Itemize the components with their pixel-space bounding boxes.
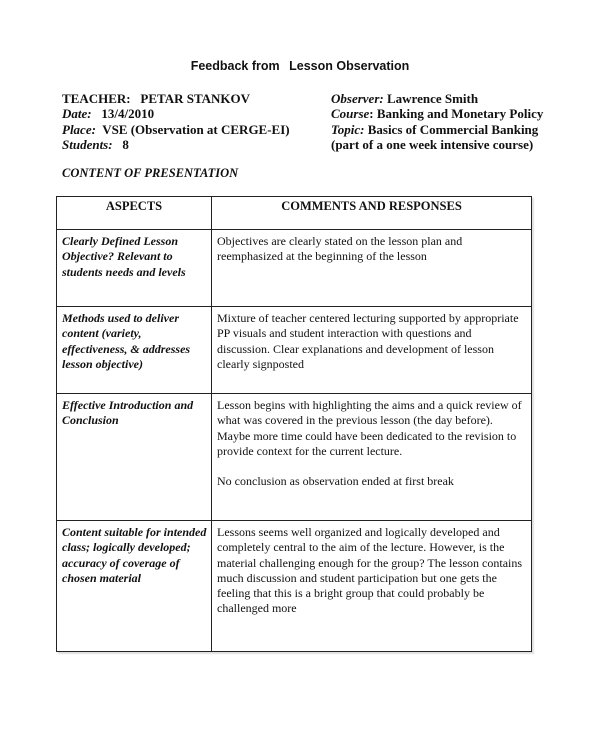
course-row: [331, 106, 543, 121]
topic-value: Basics of Commercial Banking: [367, 121, 539, 137]
observer-info: [331, 91, 543, 152]
students-row: [62, 137, 290, 152]
course-value: : Banking and Monetary Policy: [369, 106, 544, 122]
table-row: [57, 521, 532, 652]
title-part-1: Feedback from: [190, 59, 280, 73]
place-row: [62, 122, 290, 137]
date-row: [62, 106, 290, 121]
comment-cell: [212, 394, 532, 521]
topic-label: Topic:: [331, 121, 365, 137]
teacher-info: [62, 91, 290, 152]
students-label: Students:: [62, 136, 113, 152]
teacher-label: TEACHER:: [62, 91, 131, 106]
observer-row: [331, 91, 543, 106]
teacher-value: PETAR STANKOV: [140, 91, 251, 106]
comment-text: Lesson begins with highlighting the aims and a quick review of what was covered in the previous lesson (the day before). Maybe more time could have been dedicated to the revision to provide context for the current lecture.: [217, 398, 522, 458]
course-note: (part of a one week intensive course): [331, 136, 534, 152]
date-value: 13/4/2010: [101, 106, 155, 122]
comment-cell: [212, 521, 532, 652]
observation-table: [56, 196, 532, 652]
students-value: 8: [122, 136, 129, 152]
date-label: Date:: [62, 106, 92, 122]
place-label: Place:: [62, 121, 96, 137]
header-comments: COMMENTS AND RESPONSES: [212, 197, 532, 230]
comment-cell: [212, 230, 532, 307]
place-value: VSE (Observation at CERGE-EI): [102, 121, 290, 137]
teacher-row: [62, 91, 290, 106]
header-aspects: ASPECTS: [57, 197, 212, 230]
table-header-row: [57, 197, 532, 230]
aspect-cell: Effective Introduction and Conclusion: [57, 394, 212, 521]
table-row: [57, 394, 532, 521]
comment-text: No conclusion as observation ended at first break: [217, 474, 454, 489]
title-part-2: Lesson Observation: [289, 59, 410, 73]
aspect-cell: Methods used to deliver content (variety, effectiveness, & addresses lesson objective): [57, 307, 212, 394]
comment-cell: [212, 307, 532, 394]
table-row: [57, 307, 532, 394]
comment-text: Objectives are clearly stated on the lesson plan and reemphasized at the beginning of the lesson: [217, 234, 463, 264]
aspect-cell: Clearly Defined Lesson Objective? Relevant to students needs and levels: [57, 230, 212, 307]
section-heading: CONTENT OF PRESENTATION: [62, 166, 239, 180]
observer-value: Lawrence Smith: [386, 91, 479, 106]
document-title: [0, 59, 600, 73]
observer-label: Observer:: [331, 91, 384, 106]
table-row: [57, 230, 532, 307]
course-label: Course: [331, 106, 370, 122]
comment-text: Lessons seems well organized and logically developed and completely central to the aim of the lecture. However, is the material challenging enough for the group? The lesson contains much discussion and student participation but one gets the feeling that this is a bright group that could probably be challenged more: [217, 525, 523, 616]
aspect-cell: Content suitable for intended class; logically developed; accuracy of coverage of chosen material: [57, 521, 212, 652]
comment-text: Mixture of teacher centered lecturing supported by appropriate PP visuals and student interaction with questions and discussion. Clear explanations and development of lesson clearly signposted: [217, 311, 519, 371]
topic-row: [331, 122, 543, 137]
